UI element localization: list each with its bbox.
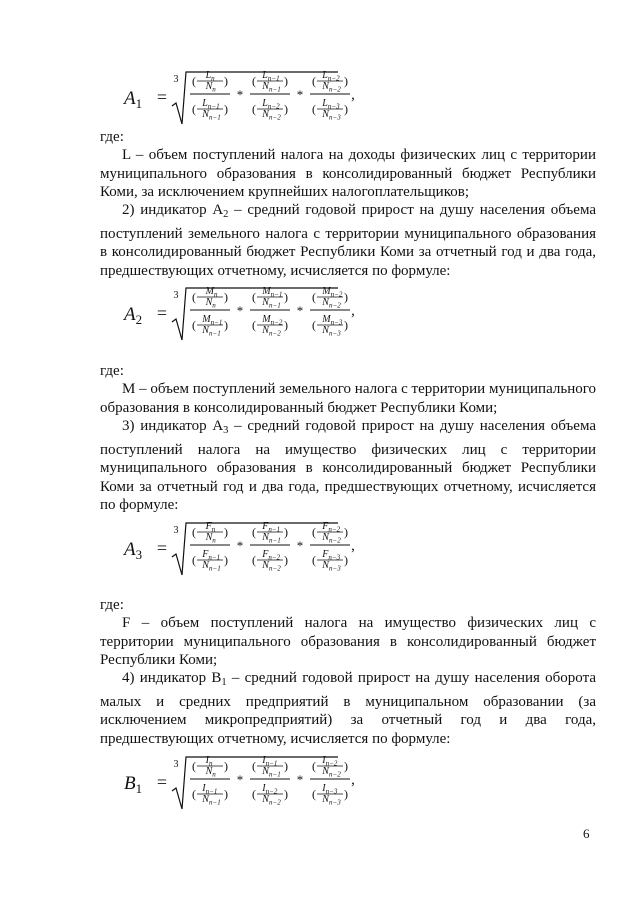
- fB1-frac3-top-lparen: (: [312, 759, 316, 773]
- fA3-frac3-bottom-lparen: (: [312, 553, 316, 567]
- svg-text:Nn−2: $N_{n-2}$: [322, 297, 341, 310]
- fA1-frac3-top-rparen: ): [344, 74, 348, 88]
- fA3-frac2-bottom-den: [261, 560, 281, 573]
- item-4-pre: 4) индикатор B: [122, 670, 222, 686]
- fB1-frac3-bottom-den: [321, 794, 341, 807]
- fA3-frac2-bottom-rparen: ): [284, 553, 288, 567]
- fA1-frac2-top-den: [261, 81, 280, 94]
- fB1-frac3-top-den: [321, 766, 341, 779]
- svg-text:Nn−1: $N_{n-1}$: [262, 297, 281, 310]
- svg-text:Nn−1: $N_{n-1}$: [202, 794, 221, 807]
- fA2-frac1-top-rparen: ): [224, 290, 228, 304]
- fA1-frac1-bottom-lparen: (: [192, 102, 196, 116]
- page-number: 6: [583, 826, 590, 841]
- fA3-times2: *: [296, 538, 304, 553]
- fA3-frac2-top-rparen: ): [284, 525, 288, 539]
- fA2-frac1-bottom-rparen: ): [224, 318, 228, 332]
- svg-text:Nn−3: $N_{n-3}$: [322, 560, 341, 573]
- fA3-root-index: 3: [173, 525, 179, 536]
- fB1-frac1-bottom-rparen: ): [224, 787, 228, 801]
- fA3-frac1-top-rparen: ): [224, 525, 228, 539]
- svg-text:Nn−1: $N_{n-1}$: [262, 766, 281, 779]
- fA2-frac3-top-lparen: (: [312, 290, 316, 304]
- svg-text:Nn−1: $N_{n-1}$: [202, 560, 221, 573]
- fA2-frac2-bottom-den: [261, 325, 281, 338]
- svg-text:Nn−1: $N_{n-1}$: [202, 109, 221, 122]
- svg-text:Ln−1: $L_{n-1}$: [262, 70, 280, 83]
- fA3-frac2-top-lparen: (: [252, 525, 256, 539]
- svg-text:Mn−1: $M_{n-1}$: [202, 314, 223, 327]
- fA1-frac1-top-den: [205, 81, 217, 94]
- svg-text:Nn−3: $N_{n-3}$: [322, 109, 341, 122]
- svg-text:Mn−3: $M_{n-3}$: [322, 314, 343, 327]
- svg-text:Mn: $M_n$: [205, 286, 218, 299]
- svg-text:Nn−1: $N_{n-1}$: [262, 81, 281, 94]
- svg-text:Ln−2: $L_{n-2}$: [262, 98, 280, 111]
- svg-text:In: $I_n$: [205, 755, 213, 768]
- fA2-comma: ,: [351, 303, 355, 319]
- formula-a1: [120, 66, 360, 128]
- svg-text:Ln−1: $L_{n-1}$: [202, 98, 220, 111]
- fB1-equals: =: [156, 772, 168, 792]
- svg-text:Fn−2: $F_{n-2}$: [322, 521, 341, 534]
- fB1-frac1-top-den: [205, 766, 217, 779]
- where-label-1: где:: [100, 129, 124, 145]
- fB1-times1: *: [236, 772, 244, 787]
- fA2-frac2-top-rparen: ): [284, 290, 288, 304]
- svg-text:Nn−3: $N_{n-3}$: [322, 794, 341, 807]
- where-label-3: где:: [100, 597, 124, 613]
- fA2-root-index: 3: [173, 290, 179, 301]
- fA3-frac3-bottom-rparen: ): [344, 553, 348, 567]
- fA2-frac3-top-den: [321, 297, 341, 310]
- definition-m: М – объем поступлений земельного налога с территории муниципального образования в консолидированный бюджет Республики Коми;: [100, 381, 597, 416]
- svg-text:Ln−3: $L_{n-3}$: [322, 98, 340, 111]
- fB1-frac1-bottom-den: [201, 794, 220, 807]
- fA2-frac3-top-rparen: ): [344, 290, 348, 304]
- fB1-times2: *: [296, 772, 304, 787]
- definition-l: L – объем поступлений налога на доходы физических лиц с территории муниципального образования в консолидированный бюджет Республики Коми, за исключением крупнейших налогоплательщиков;: [100, 147, 596, 200]
- svg-text:Nn: $N_n$: [205, 532, 216, 545]
- formula-a3: [120, 517, 360, 579]
- fA2-times2: *: [296, 303, 304, 318]
- fB1-root-index: 3: [173, 759, 179, 770]
- svg-text:Nn−3: $N_{n-3}$: [322, 325, 341, 338]
- fA3-frac2-top-den: [261, 532, 280, 545]
- fA2-lhs: $A_2$: [124, 304, 143, 327]
- fA3-comma: ,: [351, 538, 355, 554]
- item-3-post: – средний годовой прирост на душу населения объема поступлений налога на имущество физических лиц с территории муниципального образования в консолидированный бюджет Республики Коми за отчетный год и два года, предшествующих отчетному, исчисляется по формуле:: [100, 418, 596, 513]
- fA2-equals: =: [156, 303, 168, 323]
- fA1-frac1-bottom-den: [201, 109, 220, 122]
- formula-b1: [120, 751, 360, 813]
- fA2-times1: *: [236, 303, 244, 318]
- fB1-frac2-top-lparen: (: [252, 759, 256, 773]
- svg-text:Nn−2: $N_{n-2}$: [262, 325, 281, 338]
- fA1-equals: =: [156, 87, 168, 107]
- fA1-lhs: $A_1$: [124, 88, 143, 111]
- fA1-frac2-bottom-rparen: ): [284, 102, 288, 116]
- fA1-frac3-top-den: [321, 81, 341, 94]
- fA1-frac3-bottom-rparen: ): [344, 102, 348, 116]
- fA3-times1: *: [236, 538, 244, 553]
- svg-text:Mn−1: $M_{n-1}$: [262, 286, 283, 299]
- fA1-frac1-bottom-rparen: ): [224, 102, 228, 116]
- fB1-frac3-top-rparen: ): [344, 759, 348, 773]
- fA2-frac3-bottom-rparen: ): [344, 318, 348, 332]
- svg-text:Fn−1: $F_{n-1}$: [262, 521, 281, 534]
- svg-text:Fn−3: $F_{n-3}$: [322, 549, 341, 562]
- fA3-frac1-top-lparen: (: [192, 525, 196, 539]
- fB1-comma: ,: [351, 772, 355, 788]
- item-2-pre: 2) индикатор А: [122, 202, 224, 218]
- item-2-post: – средний годовой прирост на душу населения объема поступлений земельного налога с территории муниципального образования в консолидированный бюджет Республики Коми за отчетный год и два года, предшествующих отчетному, исчисляется по формуле:: [100, 202, 596, 279]
- fA3-frac2-bottom-lparen: (: [252, 553, 256, 567]
- item-4-paragraph: [100, 669, 596, 748]
- fB1-frac2-bottom-rparen: ): [284, 787, 288, 801]
- svg-text:Nn−1: $N_{n-1}$: [262, 532, 281, 545]
- svg-text:In−3: $I_{n-3}$: [322, 783, 338, 796]
- item-4-post: – средний годовой прирост на душу населения оборота малых и средних предприятий в муниципальном образовании (за исключением микропредприятий) за отчетный год и два года, предшествующих отчетному, исчисляется по формуле:: [100, 670, 597, 747]
- fA1-frac2-bottom-lparen: (: [252, 102, 256, 116]
- fA1-frac2-bottom-den: [261, 109, 281, 122]
- fA3-frac3-bottom-den: [321, 560, 341, 573]
- svg-text:Nn−2: $N_{n-2}$: [262, 109, 281, 122]
- fB1-frac1-top-lparen: (: [192, 759, 196, 773]
- svg-text:Fn: $F_n$: [205, 521, 216, 534]
- svg-text:Nn−2: $N_{n-2}$: [262, 560, 281, 573]
- fB1-frac2-bottom-lparen: (: [252, 787, 256, 801]
- fA2-frac2-top-lparen: (: [252, 290, 256, 304]
- fA2-frac2-bottom-rparen: ): [284, 318, 288, 332]
- fA2-frac2-top-den: [261, 297, 280, 310]
- fA1-frac3-top-lparen: (: [312, 74, 316, 88]
- fA1-frac2-top-rparen: ): [284, 74, 288, 88]
- svg-text:Nn−1: $N_{n-1}$: [202, 325, 221, 338]
- fA1-times2: *: [296, 87, 304, 102]
- fB1-frac2-bottom-den: [261, 794, 281, 807]
- fB1-frac1-top-rparen: ): [224, 759, 228, 773]
- svg-text:In−2: $I_{n-2}$: [322, 755, 338, 768]
- fA1-root-index: 3: [173, 74, 179, 85]
- svg-text:Nn−2: $N_{n-2}$: [322, 532, 341, 545]
- fA3-frac3-top-den: [321, 532, 341, 545]
- fA2-frac3-bottom-lparen: (: [312, 318, 316, 332]
- where-label-2: где:: [100, 363, 124, 379]
- fA3-frac1-bottom-den: [201, 560, 220, 573]
- fA3-frac1-bottom-rparen: ): [224, 553, 228, 567]
- fA3-frac1-top-den: [205, 532, 217, 545]
- svg-text:Mn−2: $M_{n-2}$: [262, 314, 283, 327]
- fA2-frac3-bottom-den: [321, 325, 341, 338]
- svg-text:Nn−2: $N_{n-2}$: [262, 794, 281, 807]
- svg-text:In−2: $I_{n-2}$: [262, 783, 278, 796]
- fA2-frac1-top-den: [205, 297, 217, 310]
- svg-text:Nn−2: $N_{n-2}$: [322, 766, 341, 779]
- item-2-sub: 2: [223, 209, 229, 220]
- svg-text:Fn−2: $F_{n-2}$: [262, 549, 281, 562]
- fA3-frac1-bottom-lparen: (: [192, 553, 196, 567]
- fA2-frac1-bottom-den: [201, 325, 220, 338]
- fA1-frac1-top-lparen: (: [192, 74, 196, 88]
- fA2-frac1-top-lparen: (: [192, 290, 196, 304]
- fA1-comma: ,: [351, 87, 355, 103]
- svg-text:Fn−1: $F_{n-1}$: [202, 549, 221, 562]
- fA1-frac2-top-lparen: (: [252, 74, 256, 88]
- fA1-frac1-top-rparen: ): [224, 74, 228, 88]
- fA2-frac1-bottom-lparen: (: [192, 318, 196, 332]
- fB1-frac2-top-rparen: ): [284, 759, 288, 773]
- item-3-pre: 3) индикатор А: [122, 418, 224, 434]
- fA3-frac3-top-rparen: ): [344, 525, 348, 539]
- svg-text:In−1: $I_{n-1}$: [202, 783, 218, 796]
- item-4-sub: 1: [221, 677, 227, 688]
- fB1-frac3-bottom-lparen: (: [312, 787, 316, 801]
- svg-text:Mn−2: $M_{n-2}$: [322, 286, 343, 299]
- fB1-lhs: $B_1$: [124, 773, 143, 796]
- svg-text:Nn−2: $N_{n-2}$: [322, 81, 341, 94]
- svg-text:Ln: $L_n$: [205, 70, 215, 83]
- fA1-frac3-bottom-den: [321, 109, 341, 122]
- fA1-frac3-bottom-lparen: (: [312, 102, 316, 116]
- item-2-paragraph: [100, 201, 596, 280]
- fA3-frac3-top-lparen: (: [312, 525, 316, 539]
- svg-text:In−1: $I_{n-1}$: [262, 755, 278, 768]
- svg-text:Nn: $N_n$: [205, 81, 216, 94]
- fB1-frac1-bottom-lparen: (: [192, 787, 196, 801]
- item-3-paragraph: [100, 417, 596, 515]
- svg-text:Nn: $N_n$: [205, 297, 216, 310]
- fA2-frac2-bottom-lparen: (: [252, 318, 256, 332]
- item-3-sub: 3: [223, 425, 229, 436]
- formula-a2: [120, 282, 360, 344]
- fA3-lhs: $A_3$: [124, 539, 143, 562]
- definition-f: F – объем поступлений налога на имущество физических лиц с территории муниципального образования в консолидированный бюджет Республики Коми;: [100, 615, 596, 668]
- svg-text:Ln−2: $L_{n-2}$: [322, 70, 340, 83]
- fA3-equals: =: [156, 538, 168, 558]
- fA1-times1: *: [236, 87, 244, 102]
- svg-text:Nn: $N_n$: [205, 766, 216, 779]
- fB1-frac3-bottom-rparen: ): [344, 787, 348, 801]
- fB1-frac2-top-den: [261, 766, 280, 779]
